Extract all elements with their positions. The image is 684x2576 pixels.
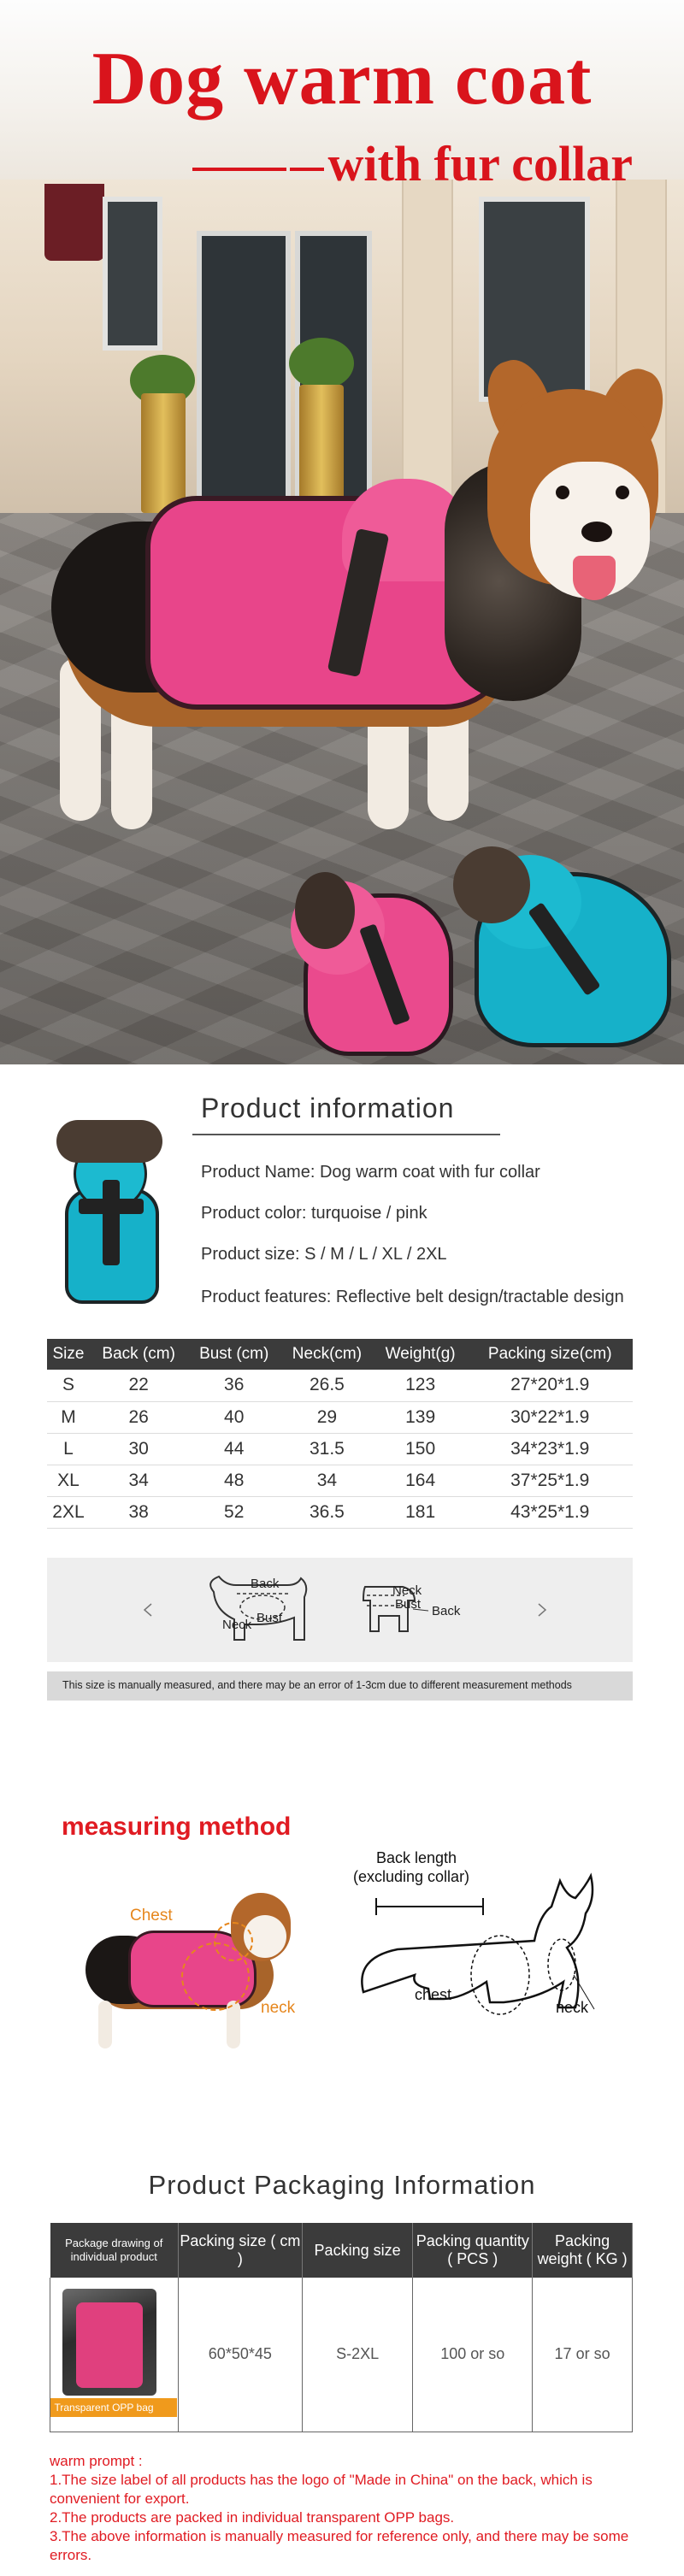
subtitle-text: with fur collar xyxy=(327,136,633,192)
page-subtitle xyxy=(154,135,633,192)
table-row xyxy=(47,1465,633,1496)
product-color: Product color: turquoise / pink xyxy=(201,1204,428,1223)
product-info-heading: Product information xyxy=(201,1093,455,1123)
measurement-diagram xyxy=(47,1558,633,1662)
dog-outline-icon xyxy=(362,1876,593,2007)
col-header: Packing quantity ( PCS ) xyxy=(413,2223,533,2278)
glass-door xyxy=(197,231,291,504)
table-cell: 26 xyxy=(90,1401,187,1433)
dog-outline-diagram xyxy=(338,1864,646,2060)
col-header: Bust (cm) xyxy=(187,1339,280,1370)
table-cell: 100 or so xyxy=(413,2278,533,2432)
product-size: Product size: S / M / L / XL / 2XL xyxy=(201,1245,447,1264)
table-cell: 22 xyxy=(90,1370,187,1401)
page-title: Dog warm coat xyxy=(91,38,593,121)
table-row xyxy=(47,1496,633,1528)
pink-coat xyxy=(76,2302,143,2388)
golden-planter xyxy=(141,393,186,513)
col-header: Size xyxy=(47,1339,90,1370)
awning xyxy=(44,184,104,261)
neck-measure-ring xyxy=(214,1922,253,1961)
size-diagram-panel xyxy=(47,1558,633,1662)
plant xyxy=(289,338,354,389)
measurement-note: This size is manually measured, and there may be an error of 1-3cm due to different measurement methods xyxy=(47,1671,633,1701)
table-cell: 36.5 xyxy=(280,1496,374,1528)
back-label: Back xyxy=(432,1604,461,1618)
table-cell: 2XL xyxy=(47,1496,90,1528)
fur-collar xyxy=(453,846,530,923)
bust-label: Bust xyxy=(395,1597,422,1612)
chevron-left-icon xyxy=(144,1604,151,1616)
table-cell: 34 xyxy=(280,1465,374,1496)
dog-nose xyxy=(581,522,612,542)
dash-decoration xyxy=(290,168,324,171)
table-cell: S xyxy=(47,1370,90,1401)
product-features: Product features: Reflective belt design/tractable design xyxy=(201,1288,624,1306)
dash-decoration xyxy=(192,168,286,171)
table-cell: 34*23*1.9 xyxy=(467,1433,633,1465)
dog-leg xyxy=(98,2001,112,2048)
neck-label: Neck xyxy=(222,1618,252,1632)
table-cell: 27*20*1.9 xyxy=(467,1370,633,1401)
neck-label: Neck xyxy=(392,1583,422,1598)
package-drawing-cell xyxy=(50,2278,179,2432)
table-cell: 36 xyxy=(187,1370,280,1401)
table-cell: 164 xyxy=(374,1465,468,1496)
dog-eye xyxy=(556,486,569,499)
chest-photo-label: Chest xyxy=(130,1907,173,1925)
chevron-right-icon xyxy=(539,1604,545,1616)
table-cell: S-2XL xyxy=(302,2278,413,2432)
table-row xyxy=(47,1401,633,1433)
table-cell: 150 xyxy=(374,1433,468,1465)
col-header: Packing size ( cm ) xyxy=(178,2223,302,2278)
measuring-method-heading: measuring method xyxy=(62,1813,292,1841)
table-cell: 26.5 xyxy=(280,1370,374,1401)
bust-label: Bust xyxy=(256,1611,283,1625)
bag-label: Transparent OPP bag xyxy=(50,2398,177,2417)
neck-photo-label: neck xyxy=(261,1999,296,2017)
heading-underline xyxy=(192,1134,500,1135)
col-header: Neck(cm) xyxy=(280,1339,374,1370)
table-cell: 37*25*1.9 xyxy=(467,1465,633,1496)
table-cell: 52 xyxy=(187,1496,280,1528)
table-cell: 48 xyxy=(187,1465,280,1496)
table-cell: 44 xyxy=(187,1433,280,1465)
back-length-label: Back length xyxy=(376,1849,457,1866)
neck-label: neck xyxy=(556,1999,589,2016)
table-cell: 60*50*45 xyxy=(178,2278,302,2432)
table-row xyxy=(47,1370,633,1401)
opp-bag-image xyxy=(50,2282,177,2427)
table-cell: 30 xyxy=(90,1433,187,1465)
harness-strap xyxy=(103,1180,120,1265)
col-header: Back (cm) xyxy=(90,1339,187,1370)
product-thumbnail xyxy=(53,1120,166,1308)
col-header: Package drawing of individual product xyxy=(50,2223,179,2278)
table-cell: L xyxy=(47,1433,90,1465)
back-label: Back xyxy=(251,1577,280,1591)
warm-prompt xyxy=(50,2452,648,2565)
dog-eye xyxy=(616,486,629,499)
warm-prompt-line: 3.The above information is manually measured for reference only, and there may be some errors. xyxy=(50,2528,629,2563)
table-row xyxy=(50,2278,633,2432)
table-cell: 43*25*1.9 xyxy=(467,1496,633,1528)
table-cell: 38 xyxy=(90,1496,187,1528)
col-header: Weight(g) xyxy=(374,1339,468,1370)
table-row xyxy=(47,1433,633,1465)
table-cell: 31.5 xyxy=(280,1433,374,1465)
size-table-header xyxy=(47,1339,633,1370)
table-cell: 123 xyxy=(374,1370,468,1401)
table-cell: 139 xyxy=(374,1401,468,1433)
fur-collar xyxy=(56,1120,162,1163)
table-cell: M xyxy=(47,1401,90,1433)
col-header: Packing size xyxy=(302,2223,413,2278)
packaging-heading: Product Packaging Information xyxy=(148,2170,536,2200)
warm-prompt-line: 1.The size label of all products has the logo of "Made in China" on the back, which is convenient for export. xyxy=(50,2472,593,2507)
size-table xyxy=(47,1339,633,1529)
warm-prompt-line: 2.The products are packed in individual transparent OPP bags. xyxy=(50,2509,455,2526)
col-header: Packing size(cm) xyxy=(467,1339,633,1370)
table-cell: 29 xyxy=(280,1401,374,1433)
chest-label: chest xyxy=(415,1986,452,2003)
packaging-table xyxy=(50,2223,633,2432)
table-cell: 181 xyxy=(374,1496,468,1528)
table-cell: 40 xyxy=(187,1401,280,1433)
dog-tongue xyxy=(573,556,616,600)
table-cell: 30*22*1.9 xyxy=(467,1401,633,1433)
fur-collar xyxy=(295,872,355,949)
packaging-table-header xyxy=(50,2223,633,2278)
table-cell: XL xyxy=(47,1465,90,1496)
warm-prompt-title: warm prompt : xyxy=(50,2453,143,2469)
measuring-photo xyxy=(86,1881,316,2052)
back-length-note: (excluding collar) xyxy=(353,1868,470,1885)
col-header: Packing weight ( KG ) xyxy=(533,2223,633,2278)
window xyxy=(103,197,162,351)
table-cell: 17 or so xyxy=(533,2278,633,2432)
product-name: Product Name: Dog warm coat with fur collar xyxy=(201,1163,540,1182)
table-cell: 34 xyxy=(90,1465,187,1496)
